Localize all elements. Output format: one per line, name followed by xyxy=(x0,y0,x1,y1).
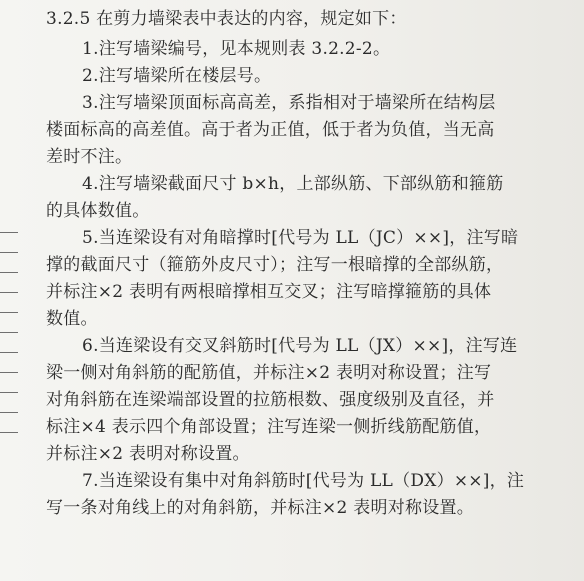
margin-tick xyxy=(0,232,18,233)
section-heading: 3.2.5 在剪力墙梁表中表达的内容，规定如下： xyxy=(46,9,407,29)
margin-tick xyxy=(0,252,18,253)
paragraph-line: 并标注×2 表明有两根暗撑相互交叉；注写暗撑箍筋的具体 xyxy=(46,282,492,302)
paragraph-line: 标注×4 表示四个角部设置；注写连梁一侧折线筋配筋值， xyxy=(46,417,492,437)
margin-tick xyxy=(0,352,18,353)
margin-tick xyxy=(0,332,18,333)
paragraph-line: 对角斜筋在连梁端部设置的拉筋根数、强度级别及直径，并 xyxy=(46,390,495,410)
margin-tick xyxy=(0,412,18,413)
paragraph-line: 3.注写墙梁顶面标高高差，系指相对于墙梁所在结构层 xyxy=(82,93,496,113)
margin-tick xyxy=(0,312,18,313)
paragraph-line: 写一条对角线上的对角斜筋，并标注×2 表明对称设置。 xyxy=(46,498,474,518)
paragraph-line: 楼面标高的高差值。高于者为正值，低于者为负值，当无高 xyxy=(46,120,495,140)
paragraph-line: 梁一侧对角斜筋的配筋值，并标注×2 表明对称设置；注写 xyxy=(46,363,492,383)
margin-tick xyxy=(0,292,18,293)
margin-tick xyxy=(0,372,18,373)
paragraph-line: 的具体数值。 xyxy=(46,201,150,221)
binding-margin-ticks xyxy=(0,232,22,452)
margin-tick xyxy=(0,392,18,393)
paragraph-line: 5.当连梁设有对角暗撑时[代号为 LL（JC）××]，注写暗 xyxy=(82,228,519,248)
margin-tick xyxy=(0,432,18,433)
paragraph-line: 4.注写墙梁截面尺寸 b×h，上部纵筋、下部纵筋和箍筋 xyxy=(82,174,504,194)
paragraph-line: 并标注×2 表明对称设置。 xyxy=(46,444,250,464)
paragraph-line: 数值。 xyxy=(46,309,98,329)
paragraph-line: 2.注写墙梁所在楼层号。 xyxy=(82,66,272,86)
paragraph-line: 差时不注。 xyxy=(46,147,133,167)
document-body xyxy=(46,6,574,522)
margin-tick xyxy=(0,272,18,273)
paragraph-line: 1.注写墙梁编号，见本规则表 3.2.2-2。 xyxy=(82,39,391,59)
paragraph-line: 7.当连梁设有集中对角斜筋时[代号为 LL（DX）××]，注 xyxy=(82,471,525,491)
paragraph-line: 6.当连梁设有交叉斜筋时[代号为 LL（JX）××]，注写连 xyxy=(82,336,518,356)
paragraph-line: 撑的截面尺寸（箍筋外皮尺寸）；注写一根暗撑的全部纵筋， xyxy=(46,255,504,275)
